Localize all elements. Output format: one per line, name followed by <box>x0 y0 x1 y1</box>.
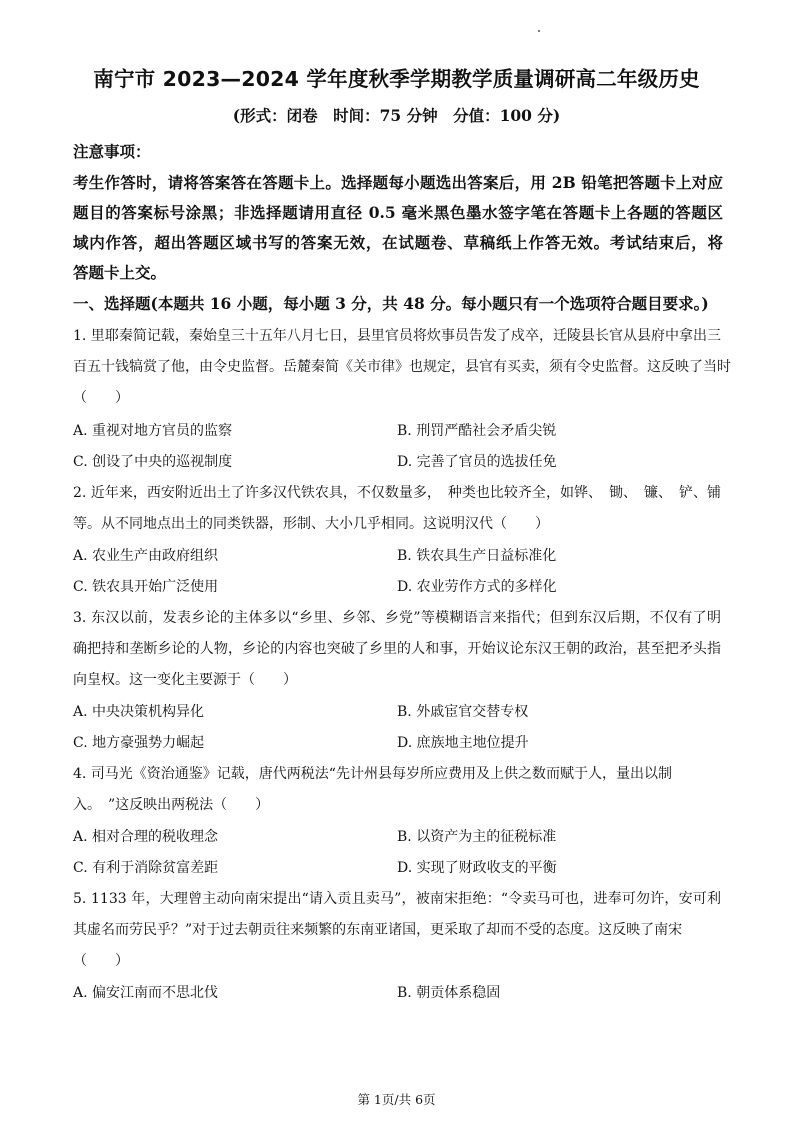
question-3-text: 向皇权。这一变化主要源于（ ） <box>73 672 297 688</box>
question-2-option-a: A. 农业生产由政府组织 <box>73 548 219 564</box>
question-1-option-a: A. 重视对地方官员的监察 <box>73 423 233 439</box>
question-5-text: 5. 1133 年，大理曾主动向南宋提出“请入贡且卖马”，被南宋拒绝：“令卖马可也，进奉可勿许，安可利 <box>73 891 721 907</box>
question-1-option-b: B. 刑罚严酷社会矛盾尖锐 <box>397 423 557 439</box>
question-2-option-d: D. 农业劳作方式的多样化 <box>397 579 557 595</box>
question-2-option-b: B. 铁农具生产日益标准化 <box>397 548 557 564</box>
question-4-text: 入。 ”这反映出两税法（ ） <box>73 797 270 813</box>
question-1-text: 1. 里耶秦简记载，秦始皇三十五年八月七日，县里官员将炊事员告发了戍卒，迁陵县长官从县府中拿出三 <box>73 328 721 344</box>
page-title: 南宁市 2023—2024 学年度秋季学期教学质量调研高二年级历史 <box>93 67 700 91</box>
page-footer: 第 1页/共 6页 <box>357 1092 436 1107</box>
question-4-option-a: A. 相对合理的税收理念 <box>73 829 219 845</box>
section-heading: 一、选择题(本题共 16 小题，每小题 3 分，共 48 分。每小题只有一个选项符合题目要求。) <box>73 294 709 313</box>
notice-line: 答题卡上交。 <box>73 263 167 282</box>
question-2-text: 等。从不同地点出土的同类铁器，形制、大小几乎相同。这说明汉代（ ） <box>73 516 549 532</box>
question-3-option-c: C. 地方豪强势力崛起 <box>73 735 205 751</box>
question-3-text: 确把持和垄断乡论的人物，乡论的内容也突破了乡里的人和事，开始议论东汉王朝的政治，甚至把矛头指 <box>73 641 721 657</box>
question-1-option-d: D. 完善了官员的选拔任免 <box>397 454 557 470</box>
question-5-option-a: A. 偏安江南而不思北伐 <box>73 985 219 1001</box>
notice-line: 考生作答时，请将答案答在答题卡上。选择题每小题选出答案后，用 2B 铅笔把答题卡上对应 <box>73 173 723 192</box>
question-3-option-b: B. 外戚宦官交替专权 <box>397 704 529 720</box>
question-3-text: 3. 东汉以前，发表乡论的主体多以“乡里、乡邻、乡党”等模糊语言来指代；但到东汉后期，不仅有了明 <box>73 610 721 626</box>
question-2-text: 2. 近年来，西安附近出土了许多汉代铁农具，不仅数量多， 种类也比较齐全，如铧、 锄、 镰、 铲、铺 <box>73 485 721 501</box>
question-3-option-a: A. 中央决策机构异化 <box>73 704 205 720</box>
question-1-option-c: C. 创设了中央的巡视制度 <box>73 454 233 470</box>
question-5-text: 其虚名而劳民乎？”对于过去朝贡往来频繁的东南亚诸国，更采取了却而不受的态度。这反映了南宋 <box>73 922 683 938</box>
notice-line: 题目的答案标号涂黑；非选择题请用直径 0.5 毫米黑色墨水签字笔在答题卡上各题的答题区 <box>73 203 723 222</box>
question-3-option-d: D. 庶族地主地位提升 <box>397 735 529 751</box>
notice-heading: 注意事项： <box>73 142 151 161</box>
question-5-blank: （ ） <box>73 953 129 969</box>
question-2-option-c: C. 铁农具开始广泛使用 <box>73 579 219 595</box>
question-4-option-c: C. 有利于消除贫富差距 <box>73 860 219 876</box>
scan-dot <box>538 30 540 32</box>
question-1-text: 百五十钱犒赏了他，由令史监督。岳麓秦简《关市律》也规定，县官有买卖，须有令史监督。这反映了当时 <box>73 359 731 375</box>
question-1-blank: （ ） <box>73 390 129 406</box>
question-4-option-b: B. 以资产为主的征税标准 <box>397 829 557 845</box>
exam-format: (形式：闭卷 时间：75 分钟 分值：100 分) <box>232 106 561 125</box>
question-5-option-b: B. 朝贡体系稳固 <box>397 985 501 1001</box>
question-4-option-d: D. 实现了财政收支的平衡 <box>397 860 557 876</box>
question-4-text: 4. 司马光《资治通鉴》记载，唐代两税法“先计州县每岁所应费用及上供之数而赋于人，量出以制 <box>73 766 672 782</box>
notice-line: 域内作答，超出答题区域书写的答案无效，在试题卷、草稿纸上作答无效。考试结束后，将 <box>73 233 723 252</box>
